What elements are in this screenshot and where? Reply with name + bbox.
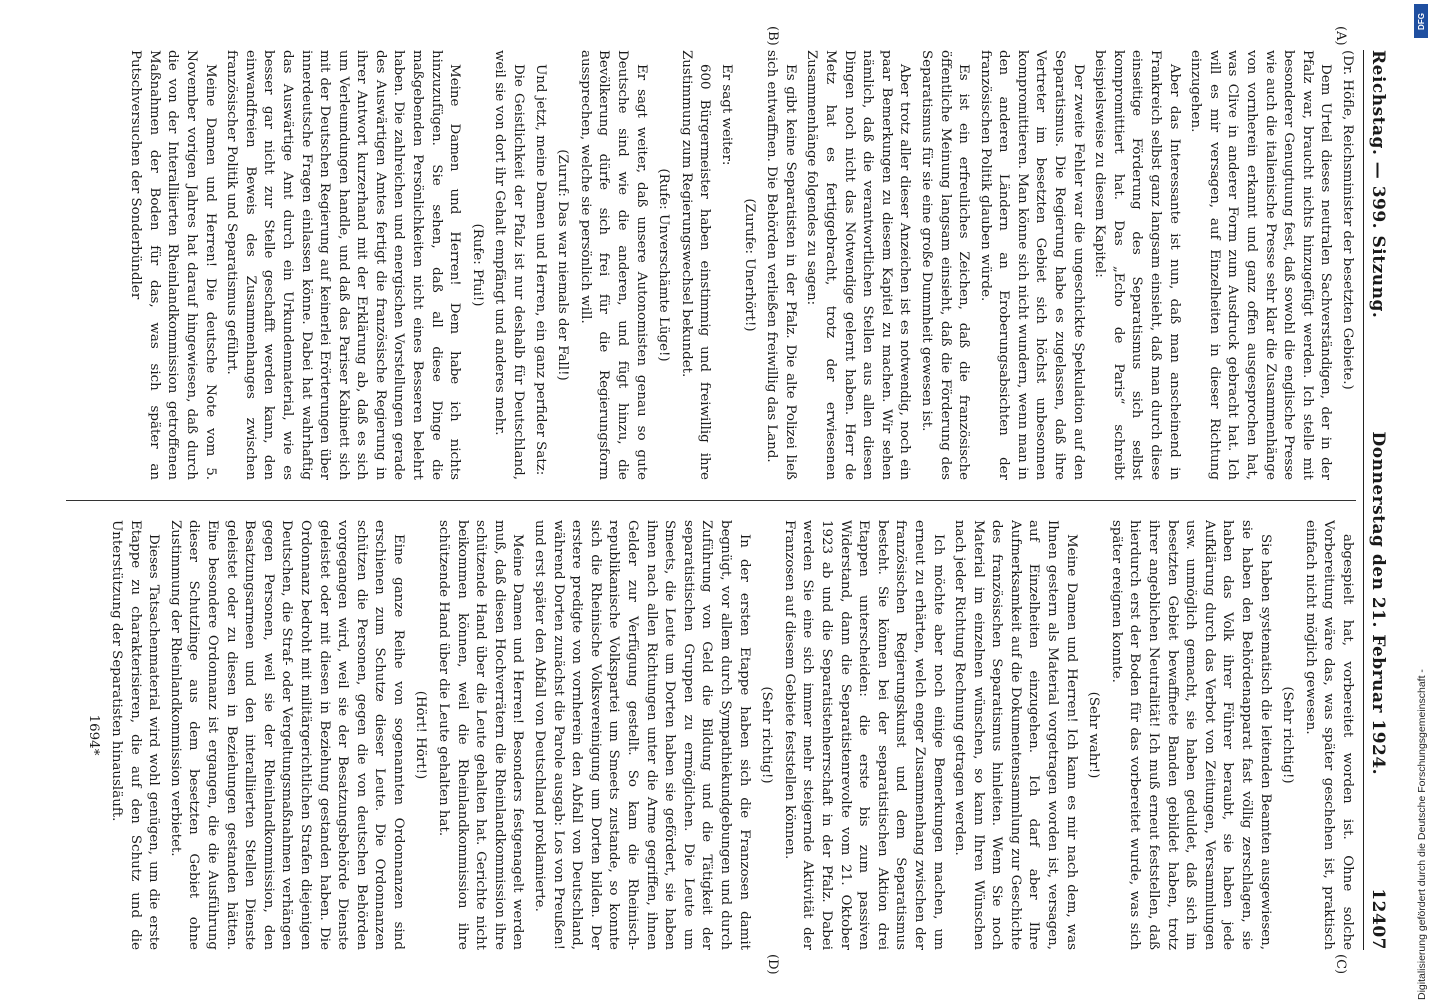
interjection: (Hört! Hört!)	[413, 690, 429, 780]
header-date: Donnerstag den 21. Februar 1924.	[1368, 431, 1388, 776]
paragraph: Und jetzt, meine Damen und Herren, ein ganz perfider Satz:	[532, 64, 548, 476]
margin-marker-a: (A)	[1333, 26, 1348, 46]
rotated-page-content	[20, 20, 1400, 980]
margin-marker-c: (C)	[1333, 954, 1348, 975]
right-text-column	[66, 520, 1356, 950]
interjection: (Sehr wahr!)	[1086, 691, 1102, 779]
digitization-sidebar	[1412, 0, 1432, 1000]
paragraph: Eine ganze Reihe von sogenannten Ordonnanzen sind erschienen zum Schutze dieser Leute. Die Ordonnanzen schützen die Personen, gegen die von deutschen Behörden vorgegangen wird, weil sie der Besatzungsbehörde Dienste geleistet oder mit diesen in Beziehung gestanden haben. Die Ordonnanz bedroht mit militärgerichtlichen Strafen diejenigen Deutschen, die Straf- oder Vergeltungsmaßnahmen verhängen gegen Personen, weil sie der Rheinlandkommission, den Besatzungsarmeen und den interalliierten Stellen Dienste geleistet oder zu diesen in Beziehungen gestanden hätten. Eine besondere Ordonnanz ist ergangen, die die Ausführung dieser Schutzlinge aus dem besetzten Gebiet ohne Zustimmung der Rheinlandkommission verbietet.	[167, 520, 406, 950]
paragraph: Aber trotz aller dieser Anzeichen ist es notwendig, noch ein paar Bemerkungen zu diesem Kapitel zu machen. Wir sehen nämlich, daß die verantwortlichen Stellen aus allen diesen Dingen noch nicht das Notwendige gelernt haben. Herr de Metz hat es fertiggebracht, trotz der erwiesenen Zusammenhänge folgendes zu sagen:	[804, 50, 913, 480]
page-number: 12407	[1368, 888, 1388, 950]
left-paragraphs	[126, 50, 1335, 480]
page-header	[1363, 50, 1388, 950]
digitization-credit: Digitalisierung gefördert durch die Deutsche Forschungsgemeinschaft -	[1416, 669, 1428, 1000]
paragraph: abgespielt hat, vorbereitet worden ist. Ohne solche Vorbereitung wäre das, was später geschehen ist, praktisch einfach nicht möglich gewesen.	[1302, 520, 1355, 950]
paragraph: Meine Damen und Herren! Besonders festgenagelt werden muß, daß diesen Hochverrätern die Rheinlandkommission ihre schützende Hand über die Leute gehalten hat. Gerichte nicht beikommen können, weil die Rheinlandkommission ihre schützende Hand über die Leute gehalten hat.	[436, 520, 526, 950]
paragraph: Die Geistlichkeit der Pfalz ist nur deshalb für Deutschland, weil sie von dort ihr Gehalt empfängt und anderes mehr.	[492, 50, 527, 480]
paragraph: 600 Bürgermeister haben einstimmig und freiwillig ihre Zustimmung zum Regierungswechsel bekundet.	[678, 50, 713, 480]
paragraph: Es ist ein erfreuliches Zeichen, daß die französische öffentliche Meinung langsam einsieht, daß die Förderung des Separatismus für sie eine große Dummheit gewesen ist.	[918, 50, 972, 480]
paragraph: Er sagt weiter, daß unsere Autonomisten genau so gute Deutsche sind wie die anderen, und fügt hinzu, die Bevölkerung dürfe sich frei für die Regierungsform aussprechen, welche sie persönlich will.	[577, 50, 649, 480]
paragraph: Der zweite Fehler war die ungeschickte Spekulation auf den Separatismus. Die Regierung habe es zugelassen, daß ihre Vertreter im besetzten Gebiet sich höchst unbesonnen kompromittieren. Man könne sich nicht wundern, wenn man in den anderen Ländern an Eroberungsabsichten der französischen Politik glauben würde.	[977, 50, 1086, 480]
interjection: (Zurufe: Unerhört!)	[741, 198, 757, 332]
left-text-column	[66, 50, 1356, 480]
paragraph: Dieses Tatsachenmaterial wird wohl genügen, um die erste Etappe zu charakterisieren, die auf den Schutz und die Unterstützung der Separatisten hinausläuft.	[109, 520, 162, 950]
paragraph: Meine Damen und Herren! Ich kann es mir nach dem, was Ihnen gestern als Material vorgetragen worden ist, versagen, auf Einzelheiten einzugehen. Ich darf aber Ihre Aufmerksamkeit auf die Dokumentensammlung zur Geschichte des französischen Separatismus hinleiten. Wenn Sie noch Material im einzelnen wünschen, so kann Ihren Wünschen nach jeder Richtung Rechnung getragen werden.	[952, 520, 1079, 950]
paragraph: Er sagt weiter:	[719, 64, 734, 166]
right-paragraphs	[106, 520, 1356, 950]
interjection: (Rufe: Unverschämte Lüge!)	[656, 168, 672, 362]
interjection: (Rufe: Pfui!)	[469, 223, 485, 307]
paragraph: Ich möchte aber noch einige Bemerkungen machen, um erneut zu erhärten, welch enger Zusammenhang zwischen der französischen Regierungskunst und dem Separatismus besteht. Sie können bei der separatistischen Aktion drei Etappen unterscheiden: die erste bis zum passiven Widerstand, dann die Separatistenrevolte vom 21. Oktober 1923 ab und die Separatistenherrschaft in der Pfalz. Dabei werden Sie eine sich immer mehr steigernde Aktivität der Franzosen auf diesem Gebiete feststellen können.	[781, 520, 946, 950]
paragraph: Aber das Interessante ist nun, daß man anscheinend in Frankreich selbst ganz langsam einsieht, daß man durch diese einseitige Förderung des Separatismus sich selbst kompromittiert hat. Das „Echo de Paris“ schreibt beispielsweise zu diesem Kapitel:	[1092, 50, 1182, 480]
margin-marker-d: (D)	[765, 954, 780, 975]
paragraph: Dem Urteil dieses neutralen Sachverständigen, der in der Pfalz war, braucht nichts hinzugefügt werden. Ich stelle mit besonderer Genugtuung fest, daß sowohl die englische Presse wie auch die italienische Presse sehr klar die Zusammenhänge von vornherein erkannt und ganz offen ausgesprochen hat, was Clive in anderer Form zum Ausdruck gebracht hat. Ich will es mir versagen, auf Einzelheiten in dieser Richtung einzugehen.	[1188, 50, 1334, 480]
signature-mark: 1694*	[86, 714, 102, 756]
interjection: (Sehr richtig!)	[1280, 686, 1296, 784]
paragraph: In der ersten Etappe haben sich die Franzosen damit begnügt, vor allem durch Sympathiekundgebungen und durch Zuführung von Geld die Bildung und die Tätigkeit der separatistischen Gruppen zu ermöglichen. Die Leute um Smeets, die Leute um Dorten haben sie gefördert, sie haben ihnen nach allen Richtungen unter die Arme gegriffen, ihnen Gelder zur Verfügung gestellt. So kam die Rheinisch-republikanische Volkspartei um Smeets zustande, so konnte sich die Rheinische Volksvereinigung um Dorten bilden. Der erstere predigte von vornherein den Abfall von Deutschland, während Dorten zunächst die Parole ausgab: Los von Preußen! und erst später den Abfall von Deutschland proklamierte.	[532, 520, 752, 950]
paragraph: Sie haben systematisch die leitenden Beamten ausgewiesen, sie haben den Behördenapparat fast völlig zerschlagen, sie haben das Volk ihrer Führer beraubt, sie haben jede Aufklärung durch das Verbot von Zeitungen, Versammlungen usw. unmöglich gemacht, sie haben geduldet, daß sich im besetzten Gebiet bewaffnete Banden gebildet haben, trotz ihrer angeblichen Neutralität! Ich muß erneut feststellen, daß hierdurch erst der Boden für das vorbereitet wurde, was sich später ereignen konnte.	[1108, 520, 1273, 950]
dfg-logo: DFG	[1414, 4, 1428, 38]
paragraph: Es gibt keine Separatisten in der Pfalz. Die alte Polizei ließ sich entwaffnen. Die Behörden verließen freiwillig das Land.	[764, 50, 798, 480]
header-left: Reichstag. — 399. Sitzung.	[1368, 50, 1388, 319]
paragraph: Meine Damen und Herren! Dem habe ich nichts hinzuzufügen. Sie sehen, daß all diese Dinge die maßgebenden Persönlichkeiten nicht eines Besseren belehrt haben. Die zahlreichen und energischen Vorstellungen gerade des Auswärtigen Amtes fertigt die französische Regierung in ihrer Antwort kurzerhand mit der Erklärung ab, daß es sich um Verleumdungen handle, und daß das Pariser Kabinett sich mit der Deutschen Regierung auf keinerlei Erörterungen über innerdeutsche Fragen einlassen könne. Dabei hat wahrhaftig das Auswärtige Amt durch ein Urkundenmaterial, wie es besser gar nicht zur Stelle geschafft werden kann, den einwandfreien Beweis des Zusammenhanges zwischen französischer Politik und Separatismus geführt.	[224, 50, 463, 480]
speaker-line: (Dr. Höfle, Reichsminister der besetzten Gebiete.)	[1340, 50, 1355, 390]
interjection: (Zuruf: Das war niemals der Fall!)	[555, 149, 571, 381]
column-divider	[66, 500, 1356, 501]
margin-marker-b: (B)	[765, 26, 780, 46]
paragraph: Meine Damen und Herren! Die deutsche Note vom 5. November vorigen Jahres hat darauf hingewiesen, daß durch die von der Interalliierten Rheinlandkommission getroffenen Maßnahmen der Boden für das, was sich später an Putschversuchen der Sonderbündler	[128, 50, 218, 480]
interjection: (Sehr richtig!)	[759, 686, 775, 784]
